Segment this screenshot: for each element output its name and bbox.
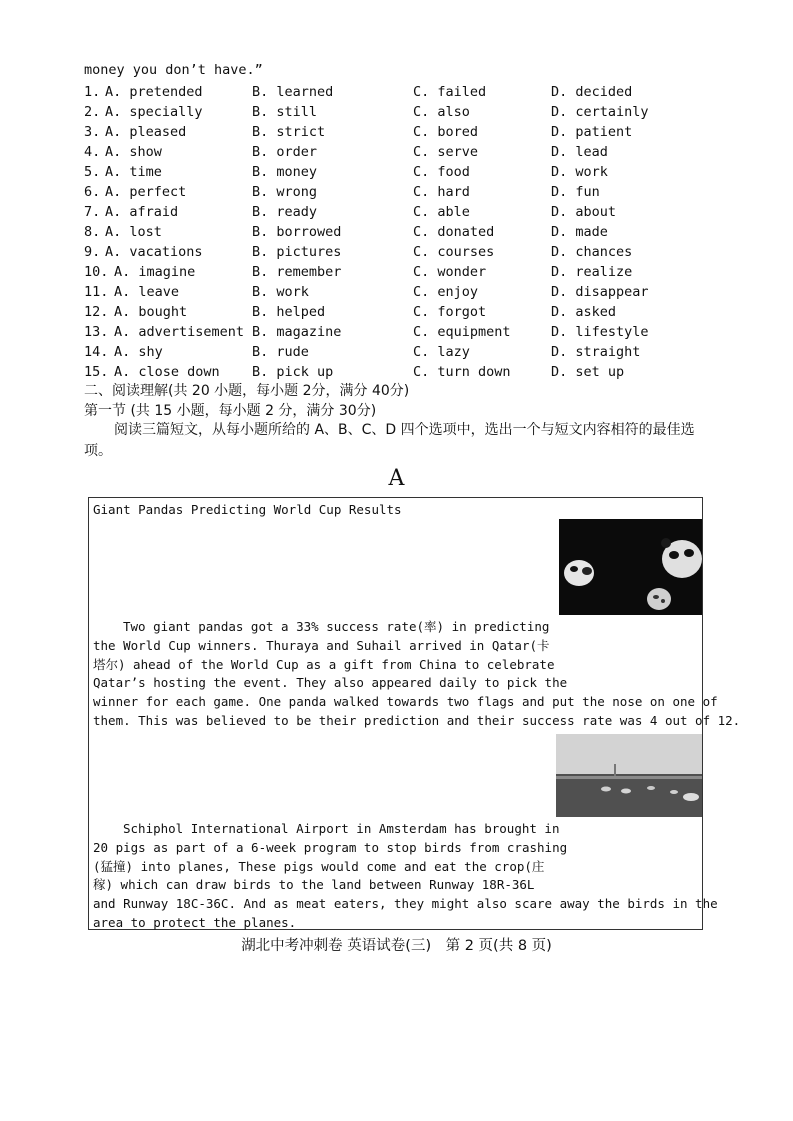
paragraph-line: the World Cup winners. Thuraya and Suhail arrived in Qatar(卡: [93, 637, 550, 653]
option-num: 14.: [84, 344, 109, 360]
option-b: B. ready: [252, 204, 318, 220]
pig-photo: [556, 734, 702, 817]
option-c: C. bored: [413, 124, 479, 140]
option-c: C. hard: [413, 184, 470, 200]
paragraph-line: them. This was believed to be their prediction and their success rate was 4 out of 12.: [93, 712, 741, 728]
option-d: D. work: [551, 164, 608, 180]
option-d: D. lead: [551, 144, 608, 160]
paragraph-line: Qatar’s hosting the event. They also appeared daily to pick the: [93, 675, 568, 691]
option-d: D. chances: [551, 244, 633, 260]
option-num: 9.: [84, 244, 101, 260]
option-a: A. leave: [114, 284, 180, 300]
paragraph-line: Two giant pandas got a 33% success rate(率) in predicting: [123, 619, 550, 634]
option-a: A. pretended: [105, 84, 203, 100]
paragraph-line: 塔尔) ahead of the World Cup as a gift from China to celebrate: [93, 656, 555, 672]
option-num: 7.: [84, 204, 101, 220]
option-a: A. pleased: [105, 124, 187, 140]
option-a: A. afraid: [105, 204, 179, 220]
option-num: 11.: [84, 284, 109, 300]
option-d: D. lifestyle: [551, 324, 649, 340]
paragraph-line: (猛撞) into planes, These pigs would come and eat the crop(庄: [93, 858, 545, 874]
paragraph-line: and Runway 18C-36C. And as meat eaters, they might also scare away the birds in the: [93, 896, 718, 912]
page-footer: 湖北中考冲刺卷 英语试卷(三) 第 2 页(共 8 页): [241, 938, 552, 954]
option-b: B. rude: [252, 344, 309, 360]
option-a: A. shy: [114, 344, 163, 360]
option-d: D. made: [551, 224, 608, 240]
paragraph-pandas: [93, 618, 740, 731]
option-a: A. vacations: [105, 244, 203, 260]
option-b: B. strict: [252, 124, 326, 140]
section-subheading: 第一节 (共 15 小题，每小题 2 分，满分 30分): [84, 403, 377, 419]
option-d: D. fun: [551, 184, 600, 200]
paragraph-line: 20 pigs as part of a 6-week program to stop birds from crashing: [93, 839, 568, 855]
paragraph-line: Schiphol International Airport in Amsterdam has brought in: [123, 821, 560, 836]
option-a: A. lost: [105, 224, 162, 240]
option-d: D. realize: [551, 264, 633, 280]
option-num: 15.: [84, 364, 109, 380]
option-num: 5.: [84, 164, 101, 180]
option-c: C. donated: [413, 224, 495, 240]
paragraph-line: 稼) which can draw birds to the land between Runway 18R-36L: [93, 877, 535, 893]
option-num: 6.: [84, 184, 101, 200]
option-c: C. also: [413, 104, 470, 120]
option-num: 2.: [84, 104, 101, 120]
carryover-line: money you don’t have.”: [84, 62, 263, 78]
option-d: D. set up: [551, 364, 625, 380]
option-c: C. equipment: [413, 324, 511, 340]
option-num: 1.: [84, 84, 101, 100]
paragraph-pigs: [93, 820, 718, 933]
option-d: D. disappear: [551, 284, 649, 300]
option-c: C. failed: [413, 84, 487, 100]
option-d: D. straight: [551, 344, 641, 360]
option-c: C. courses: [413, 244, 495, 260]
option-d: D. patient: [551, 124, 633, 140]
option-b: B. pictures: [252, 244, 342, 260]
panda-photo: [559, 519, 702, 615]
option-b: B. helped: [252, 304, 326, 320]
option-c: C. able: [413, 204, 470, 220]
option-d: D. decided: [551, 84, 633, 100]
option-a: A. bought: [114, 304, 188, 320]
pig-field-image: [556, 734, 702, 817]
option-c: C. wonder: [413, 264, 487, 280]
option-a: A. show: [105, 144, 162, 160]
option-a: A. imagine: [114, 264, 196, 280]
option-a: A. perfect: [105, 184, 187, 200]
passage-box: [88, 497, 741, 930]
option-a: A. time: [105, 164, 162, 180]
option-c: C. forgot: [413, 304, 487, 320]
option-num: 3.: [84, 124, 101, 140]
option-b: B. remember: [252, 264, 342, 280]
option-num: 12.: [84, 304, 109, 320]
option-a: A. advertisement: [114, 324, 245, 340]
option-c: C. turn down: [413, 364, 511, 380]
option-b: B. order: [252, 144, 318, 160]
instructions: 阅读三篇短文，从每小题所给的 A、B、C、D 四个选项中，选出一个与短文内容相符的最佳选项。: [84, 422, 695, 459]
option-b: B. borrowed: [252, 224, 342, 240]
option-b: B. money: [252, 164, 318, 180]
option-c: C. lazy: [413, 344, 470, 360]
option-b: B. pick up: [252, 364, 334, 380]
option-num: 10.: [84, 264, 109, 280]
option-c: C. enjoy: [413, 284, 479, 300]
passage-title: Giant Pandas Predicting World Cup Results: [93, 502, 402, 517]
option-c: C. food: [413, 164, 470, 180]
option-d: D. certainly: [551, 104, 649, 120]
option-d: D. about: [551, 204, 617, 220]
paragraph-line: winner for each game. One panda walked towards two flags and put the nose on one of: [93, 694, 718, 710]
option-b: B. learned: [252, 84, 334, 100]
option-b: B. work: [252, 284, 309, 300]
option-a: A. close down: [114, 364, 220, 380]
option-d: D. asked: [551, 304, 617, 320]
panda-image: [559, 519, 702, 615]
option-b: B. wrong: [252, 184, 318, 200]
option-b: B. magazine: [252, 324, 342, 340]
option-b: B. still: [252, 104, 318, 120]
option-a: A. specially: [105, 104, 203, 120]
option-num: 4.: [84, 144, 101, 160]
option-num: 8.: [84, 224, 101, 240]
passage-letter: A: [388, 466, 405, 491]
option-num: 13.: [84, 324, 109, 340]
option-c: C. serve: [413, 144, 479, 160]
section-heading: 二、阅读理解(共 20 小题，每小题 2分，满分 40分): [84, 383, 410, 399]
paragraph-line: area to protect the planes.: [93, 914, 297, 930]
